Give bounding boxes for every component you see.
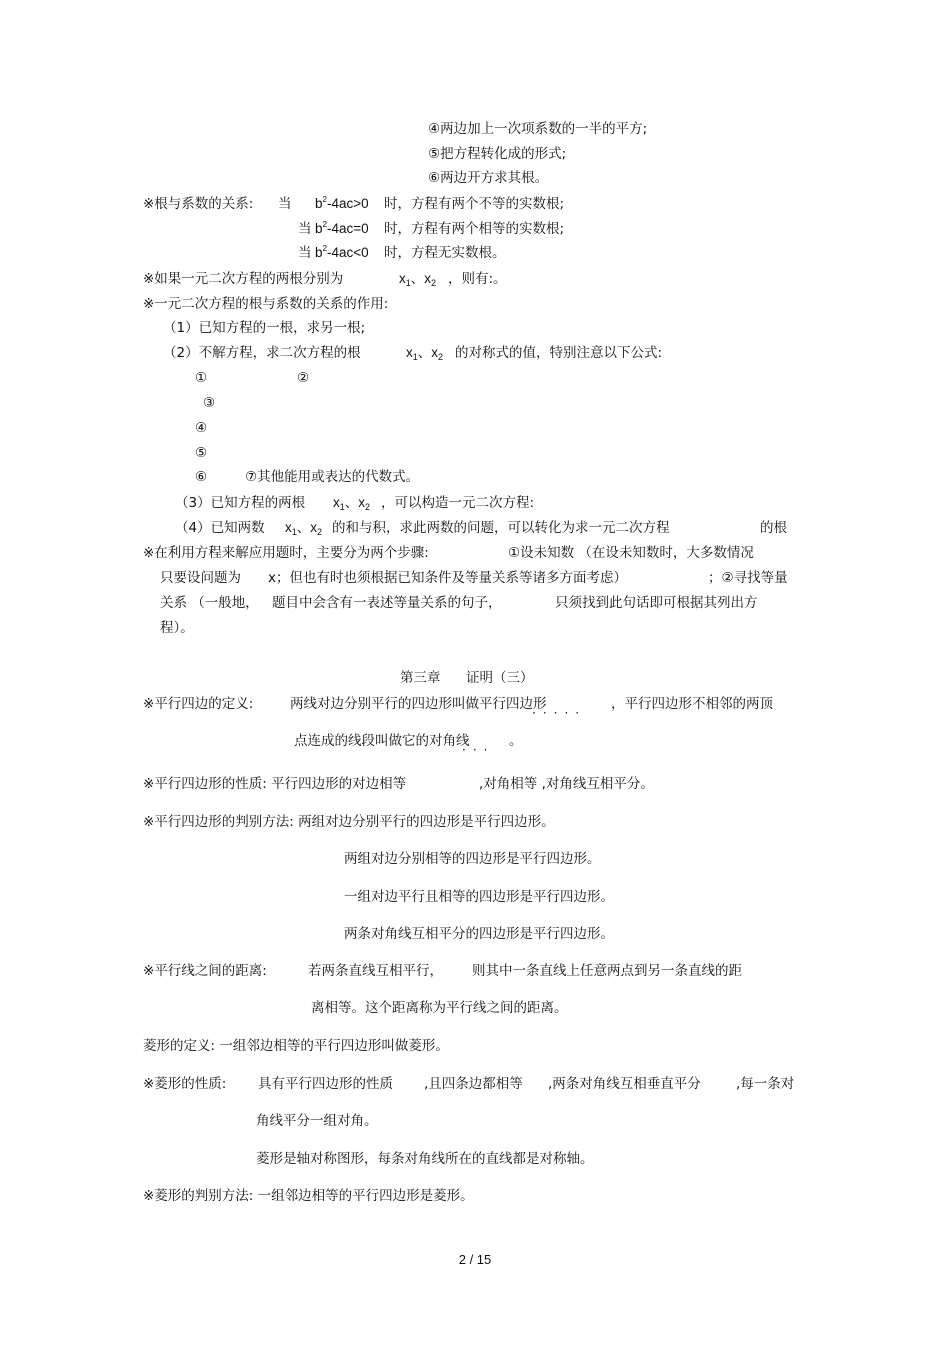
discriminant-heading: ※根与系数的关系: [143,196,254,212]
app-line-3b: 题目中会含有一表述等量关系的句子， [272,595,502,611]
parallelogram-definition-heading: ※平行四边的定义: [143,696,254,712]
rhombus-properties-heading: ※菱形的性质: [143,1076,227,1092]
discriminant-when-3: 当 [298,245,312,261]
parallel-distance-heading: ※平行线之间的距离: [143,963,267,979]
vieta-use-3-roots: $x_1$、$x_2$ [333,495,371,512]
vieta-use-2-end: 的对称式的值，特别注意以下公式: [455,345,663,361]
formula-5-marker: ⑤ [195,445,208,461]
discriminant-row-3: $b^2-4ac<0$ [315,244,369,260]
page-number: 2 / 15 [458,1252,492,1267]
formula-7: ⑦其他能用或表达的代数式。 [245,469,420,485]
formula-1-marker: ① [195,370,208,386]
chapter-title: 证明（三） [466,670,534,686]
app-line-2b: x；但也有时也须根据已知条件及等量关系等诸多方面考虑） [268,570,627,586]
app-line-2a: 只要设问题为 [160,570,241,586]
diagonal-definition-end: 。 [509,733,523,749]
discriminant-when-2: 当 [298,221,312,237]
parallelogram-properties-cont: ,对角相等 ,对角线互相平分。 [479,776,654,792]
formula-2-marker: ② [297,370,310,386]
rhombus-criterion: ※菱形的判别方法: 一组邻边相等的平行四边形是菱形。 [143,1188,474,1204]
rhombus-definition: 菱形的定义: 一组邻边相等的平行四边形叫做菱形。 [143,1038,449,1054]
app-line-1a: ※在利用方程来解应用题时，主要分为两个步骤: [143,545,429,561]
formula-3-marker: ③ [203,395,216,411]
emphasis-dots: ··· [462,743,495,757]
formula-4-marker: ④ [195,420,208,436]
parallelogram-criterion-3: 一组对边平行且相等的四边形是平行四边形。 [344,889,614,905]
step-5: ⑤把方程转化成的形式; [428,146,567,162]
vieta-use-2-roots: $x_1$、$x_2$ [406,345,444,362]
parallelogram-definition-cont: ，平行四边形不相邻的两顶 [611,696,773,712]
app-line-3a: 关系 （一般地， [160,595,259,611]
step-4: ④两边加上一次项系数的一半的平方; [428,121,648,137]
vieta-use-4: （4）已知两数 [175,520,265,536]
discriminant-row-3-text: 时，方程无实数根。 [384,245,506,261]
vieta-use-1: （1）已知方程的一根，求另一根; [163,320,366,336]
rhombus-property-d: ,每一条对 [736,1076,795,1092]
rhombus-property-e: 角线平分一组对角。 [256,1113,378,1129]
parallel-distance-b: 则其中一条直线上任意两点到另一条直线的距 [472,963,742,979]
emphasis-dots: ····· [532,706,587,720]
vieta-use-2: （2）不解方程，求二次方程的根 [163,345,361,361]
parallel-distance-c: 离相等。这个距离称为平行线之间的距离。 [311,1000,568,1016]
rhombus-property-b: ,且四条边都相等 [424,1076,523,1092]
vieta-use-heading: ※一元二次方程的根与系数的关系的作用: [143,296,389,312]
formula-6-marker: ⑥ [195,469,208,485]
parallelogram-criteria: ※平行四边形的判别方法: 两组对边分别平行的四边形是平行四边形。 [143,814,555,830]
parallelogram-definition: 两线对边分别平行的四边形叫做平行四边形 [290,696,547,712]
vieta-intro-end: ，则有:。 [448,271,507,287]
rhombus-property-f: 菱形是轴对称图形，每条对角线所在的直线都是对称轴。 [256,1151,594,1167]
parallelogram-properties: ※平行四边形的性质: 平行四边形的对边相等 [143,776,407,792]
discriminant-row-2-text: 时，方程有两个相等的实数根; [384,221,565,237]
vieta-use-3-end: ，可以构造一元二次方程: [381,495,535,511]
app-line-1b: ①设未知数 （在设未知数时，大多数情况 [508,545,754,561]
app-line-2c: ；②寻找等量 [708,570,788,586]
discriminant-row-1: $b^2-4ac>0$ [315,195,369,211]
discriminant-row-2: $b^2-4ac=0$ [315,220,369,236]
parallelogram-criterion-4: 两条对角线互相平分的四边形是平行四边形。 [344,926,614,942]
diagonal-definition: 点连成的线段叫做它的对角线 [294,733,470,749]
app-line-4: 程）。 [160,620,194,636]
parallelogram-criterion-2: 两组对边分别相等的四边形是平行四边形。 [344,851,601,867]
parallel-distance-a: 若两条直线互相平行， [308,963,443,979]
vieta-use-4-mid: 的和与积，求此两数的问题，可以转化为求一元二次方程 [332,520,670,536]
vieta-use-3: （3）已知方程的两根 [175,495,306,511]
rhombus-property-a: 具有平行四边形的性质 [258,1076,393,1092]
step-6: ⑥两边开方求其根。 [428,170,549,186]
vieta-intro: ※如果一元二次方程的两根分别为 [143,271,344,287]
discriminant-row-1-text: 时，方程有两个不等的实数根; [384,196,565,212]
chapter-number: 第三章 [400,670,441,686]
vieta-use-4-roots: $x_1$、$x_2$ [285,520,323,537]
vieta-use-4-end: 的根 [760,520,787,536]
vieta-roots: $x_1$、$x_2$ [399,271,437,288]
rhombus-property-c: ,两条对角线互相垂直平分 [548,1076,701,1092]
discriminant-when: 当 [278,196,292,212]
app-line-3c: 只须找到此句话即可根据其列出方 [555,595,758,611]
